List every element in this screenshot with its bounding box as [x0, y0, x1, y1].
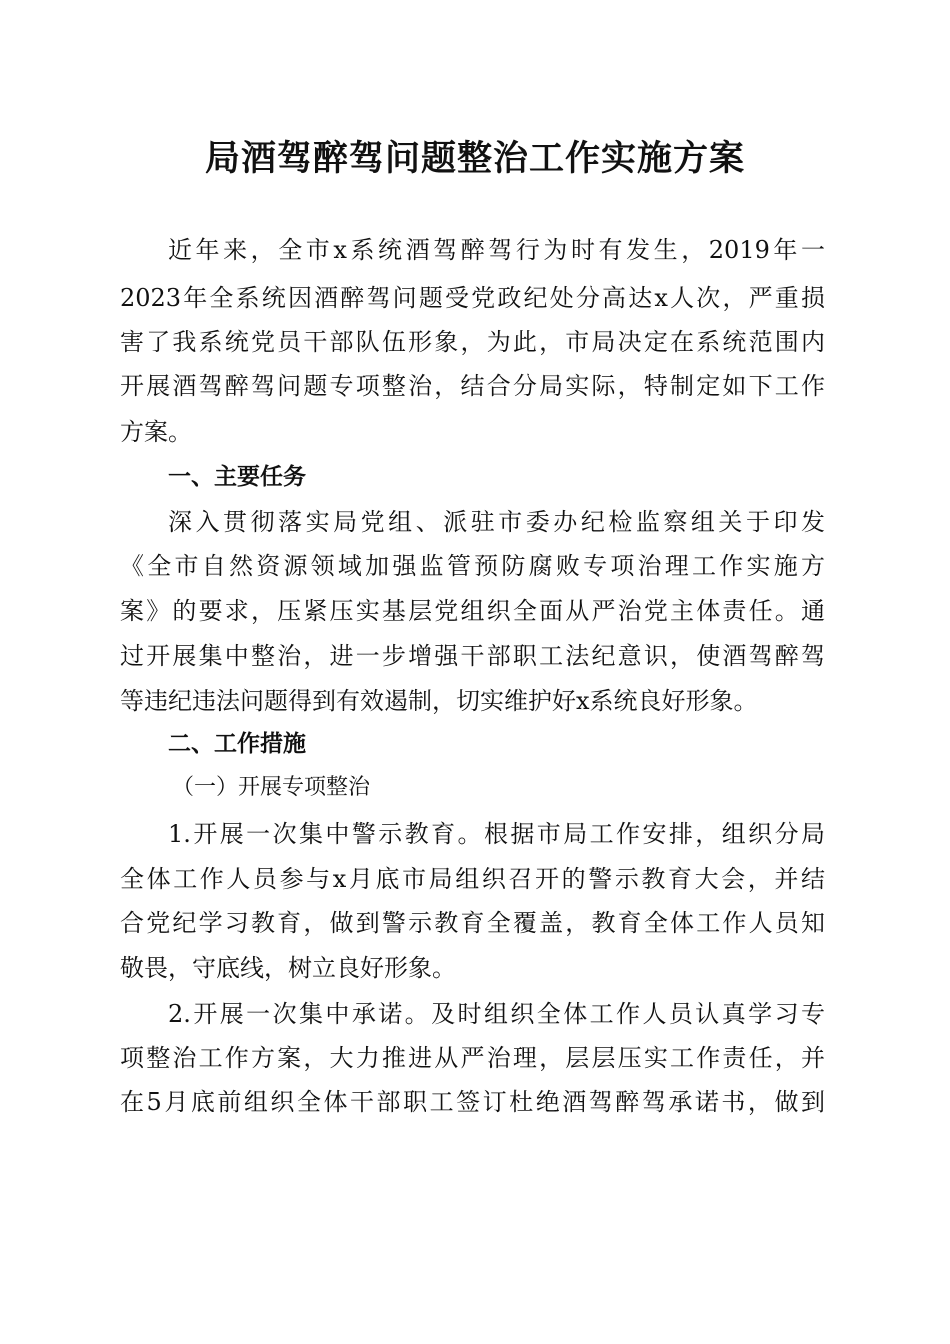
item-2-line-2: 项整治工作方案，大力推进从严治理，层层压实工作责任，并 — [120, 1044, 825, 1072]
item-1-line-1: 1.开展一次集中警示教育。根据市局工作安排，组织分局 — [168, 820, 825, 848]
section-1-line-2: 《全市自然资源领域加强监管预防腐败专项治理工作实施方 — [120, 552, 825, 580]
section-1-heading: 一、主要任务 — [168, 464, 306, 490]
section-2-heading: 二、工作措施 — [168, 731, 306, 757]
item-2-line-3: 在5月底前组织全体干部职工签订杜绝酒驾醉驾承诺书，做到 — [120, 1088, 825, 1116]
section-1-line-1: 深入贯彻落实局党组、派驻市委办纪检监察组关于印发 — [168, 508, 825, 536]
item-2-line-1: 2.开展一次集中承诺。及时组织全体工作人员认真学习专 — [168, 1000, 825, 1028]
item-1-line-3: 合党纪学习教育，做到警示教育全覆盖，教育全体工作人员知 — [120, 909, 825, 937]
intro-line-2: 2023年全系统因酒醉驾问题受党政纪处分高达x人次，严重损 — [120, 284, 825, 312]
document-title: 局酒驾醉驾问题整治工作实施方案 — [204, 138, 745, 179]
intro-line-3: 害了我系统党员干部队伍形象，为此，市局决定在系统范围内 — [120, 328, 825, 356]
section-1-line-4: 过开展集中整治，进一步增强干部职工法纪意识，使酒驾醉驾 — [120, 642, 825, 670]
section-1-line-3: 案》的要求，压紧压实基层党组织全面从严治党主体责任。通 — [120, 597, 825, 625]
item-1-line-4: 敬畏，守底线，树立良好形象。 — [120, 954, 456, 982]
intro-line-4: 开展酒驾醉驾问题专项整治，结合分局实际，特制定如下工作 — [120, 372, 825, 400]
intro-line-5: 方案。 — [120, 418, 192, 446]
section-2-subheading: （一）开展专项整治 — [172, 775, 371, 800]
section-1-line-5: 等违纪违法问题得到有效遏制，切实维护好x系统良好形象。 — [120, 687, 758, 715]
intro-line-1: 近年来，全市x系统酒驾醉驾行为时有发生，2019年一 — [168, 236, 825, 264]
item-1-line-2: 全体工作人员参与x月底市局组织召开的警示教育大会，并结 — [120, 865, 825, 893]
